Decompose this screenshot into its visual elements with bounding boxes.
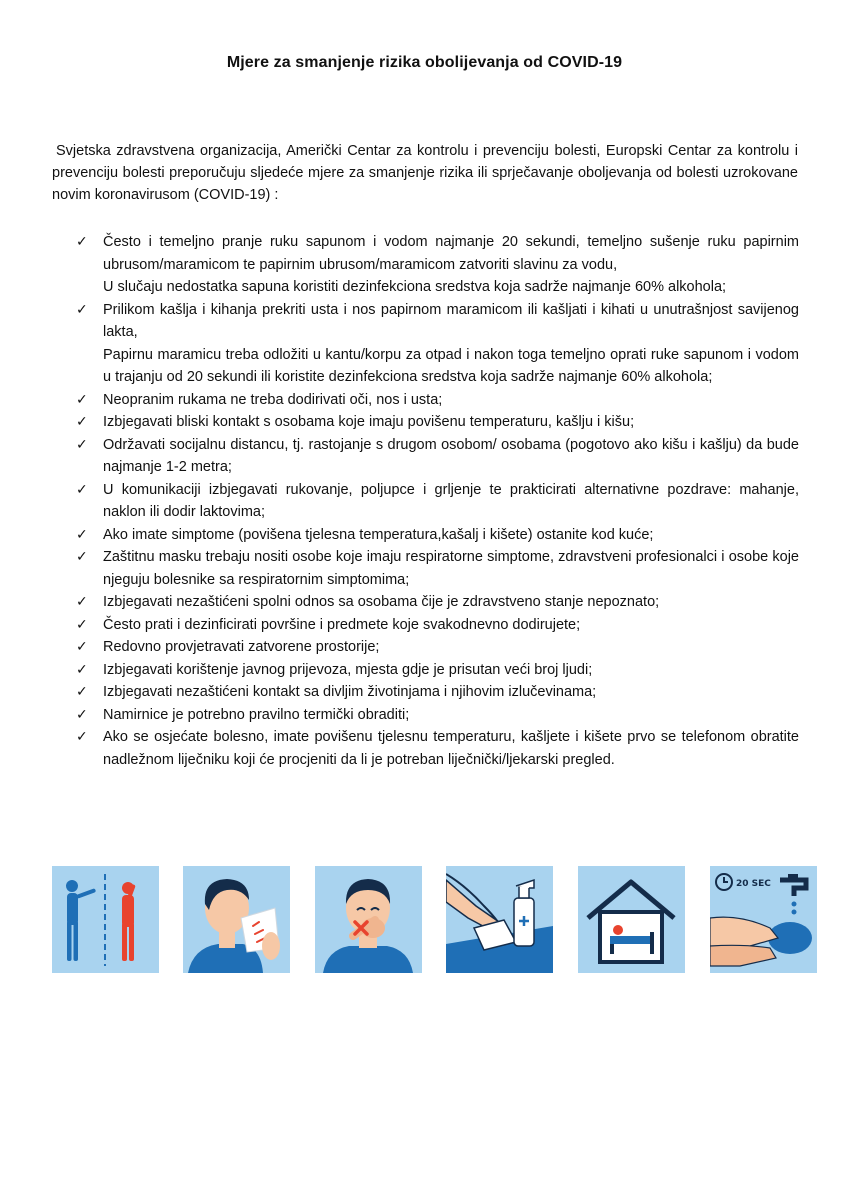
list-item-text: Neopranim rukama ne treba dodirivati oči, nos i usta;: [103, 391, 443, 408]
checkmark-icon: ✓: [76, 549, 88, 565]
list-item-text: Izbjegavati nezaštićeni kontakt sa divljim životinjama i njihovim izlučevinama;: [103, 684, 597, 700]
checkmark-icon: ✓: [76, 661, 88, 678]
list-item-text: Izbjegavati bliski kontakt s osobama koje imaju povišenu temperaturu, kašlju i kišu;: [103, 414, 635, 430]
list-item: [76, 546, 799, 591]
list-item-text: Redovno provjetravati zatvorene prostorije;: [103, 639, 380, 655]
list-item: [76, 591, 799, 614]
list-item-text: Izbjegavati nezaštićeni spolni odnos sa osobama čije je zdravstveno stanje nepoznato;: [103, 594, 660, 610]
checkmark-icon: ✓: [76, 594, 88, 610]
checkmark-icon: ✓: [76, 414, 88, 430]
page-title: Mjere za smanjenje rizika obolijevanja od COVID-19: [226, 54, 623, 71]
list-item-text: Ako imate simptome (povišena tjelesna temperatura,kašalj i kišete) ostanite kod kuće;: [103, 526, 654, 543]
list-item-text-continued: Papirnu maramicu treba odložiti u kantu/korpu za otpad i nakon toga temeljno oprati ruke sapunom i vodom u trajanju od 20 sekundi ili koristite dezinfekciona sredstva koja sadrže najmanje 60% alkohola;: [103, 346, 799, 385]
list-item-text: Često prati i dezinficirati površine i predmete koje svakodnevno dodirujete;: [103, 616, 581, 633]
checkmark-icon: ✓: [76, 706, 88, 723]
checkmark-icon: ✓: [76, 684, 88, 700]
checkmark-icon: ✓: [76, 234, 88, 250]
list-item-text: U komunikaciji izbjegavati rukovanje, poljupce i grljenje te prakticirati alternativne pozdrave: mahanje, naklon ili dodir laktovima;: [103, 481, 799, 520]
checkmark-icon: ✓: [76, 526, 88, 543]
list-item-text: Često i temeljno pranje ruku sapunom i vodom najmanje 20 sekundi, temeljno sušenje ruku papirnim ubrusom/maramicom te papirnim ubrusom/maramicom zatvoriti slavinu za vodu,: [103, 234, 799, 273]
list-item: [76, 231, 799, 299]
sneeze-tissue-icon: [183, 866, 290, 973]
intro-paragraph: Svjetska zdravstvena organizacija, Američki Centar za kontrolu i prevenciju bolesti, Europski Centar za kontrolu i prevenciju bolesti preporučuju sljedeće mjere za smanjenje rizika ili sprječavanje oboljevanja od bolesti uzrokovane novim koronavirusom (COVID-19) :: [52, 143, 798, 203]
list-item: [76, 636, 799, 659]
checkmark-icon: ✓: [76, 639, 88, 655]
checkmark-icon: ✓: [76, 391, 88, 408]
list-item: [76, 479, 799, 524]
list-item-text: Održavati socijalnu distancu, tj. rastojanje s drugom osobom/ osobama (pogotovo ako kišu i kašlju) da bude najmanje 1-2 metra;: [103, 436, 799, 475]
disinfect-surface-icon: [446, 866, 553, 973]
list-item: [76, 434, 799, 479]
list-item-text: Zaštitnu masku trebaju nositi osobe koje imaju respiratorne simptome, zdravstveni profesionalci i osobe koje njeguju bolesnike sa respiratornim simptomima;: [103, 549, 799, 588]
checkmark-icon: ✓: [76, 481, 88, 498]
measures-list: [76, 231, 799, 771]
list-item: [76, 389, 799, 412]
list-item: [76, 726, 799, 771]
list-item: [76, 614, 799, 637]
list-item-text: Ako se osjećate bolesno, imate povišenu tjelesnu temperaturu, kašljete i kišete prvo se telefonom obratite nadležnom liječniku koji će procjeniti da li je potreban liječnički/ljekarski pregled.: [103, 729, 799, 768]
checkmark-icon: ✓: [76, 301, 88, 318]
checkmark-icon: ✓: [76, 436, 88, 453]
distance-icon: [52, 866, 159, 973]
list-item: [76, 681, 799, 704]
checkmark-icon: ✓: [76, 729, 88, 745]
list-item: [76, 411, 799, 434]
timer-label: 20 SEC: [736, 879, 771, 889]
checkmark-icon: ✓: [76, 616, 88, 633]
list-item: [76, 524, 799, 547]
list-item-text: Izbjegavati korištenje javnog prijevoza, mjesta gdje je prisutan veći broj ljudi;: [103, 661, 593, 678]
list-item-text: Namirnice je potrebno pravilno termički obraditi;: [103, 706, 410, 723]
list-item-text-continued: U slučaju nedostatka sapuna koristiti dezinfekciona sredstva koja sadrže najmanje 60% alkohola;: [103, 279, 727, 295]
list-item: [76, 299, 799, 389]
stay-home-icon: [578, 866, 685, 973]
list-item: [76, 704, 799, 727]
no-touch-face-icon: [315, 866, 422, 973]
illustration-row: [52, 866, 818, 973]
list-item-text: Prilikom kašlja i kihanja prekriti usta i nos papirnom maramicom ili kašljati i kihati u unutrašnjost savijenog lakta,: [103, 301, 799, 340]
handwash-icon: [710, 866, 817, 973]
list-item: [76, 659, 799, 682]
